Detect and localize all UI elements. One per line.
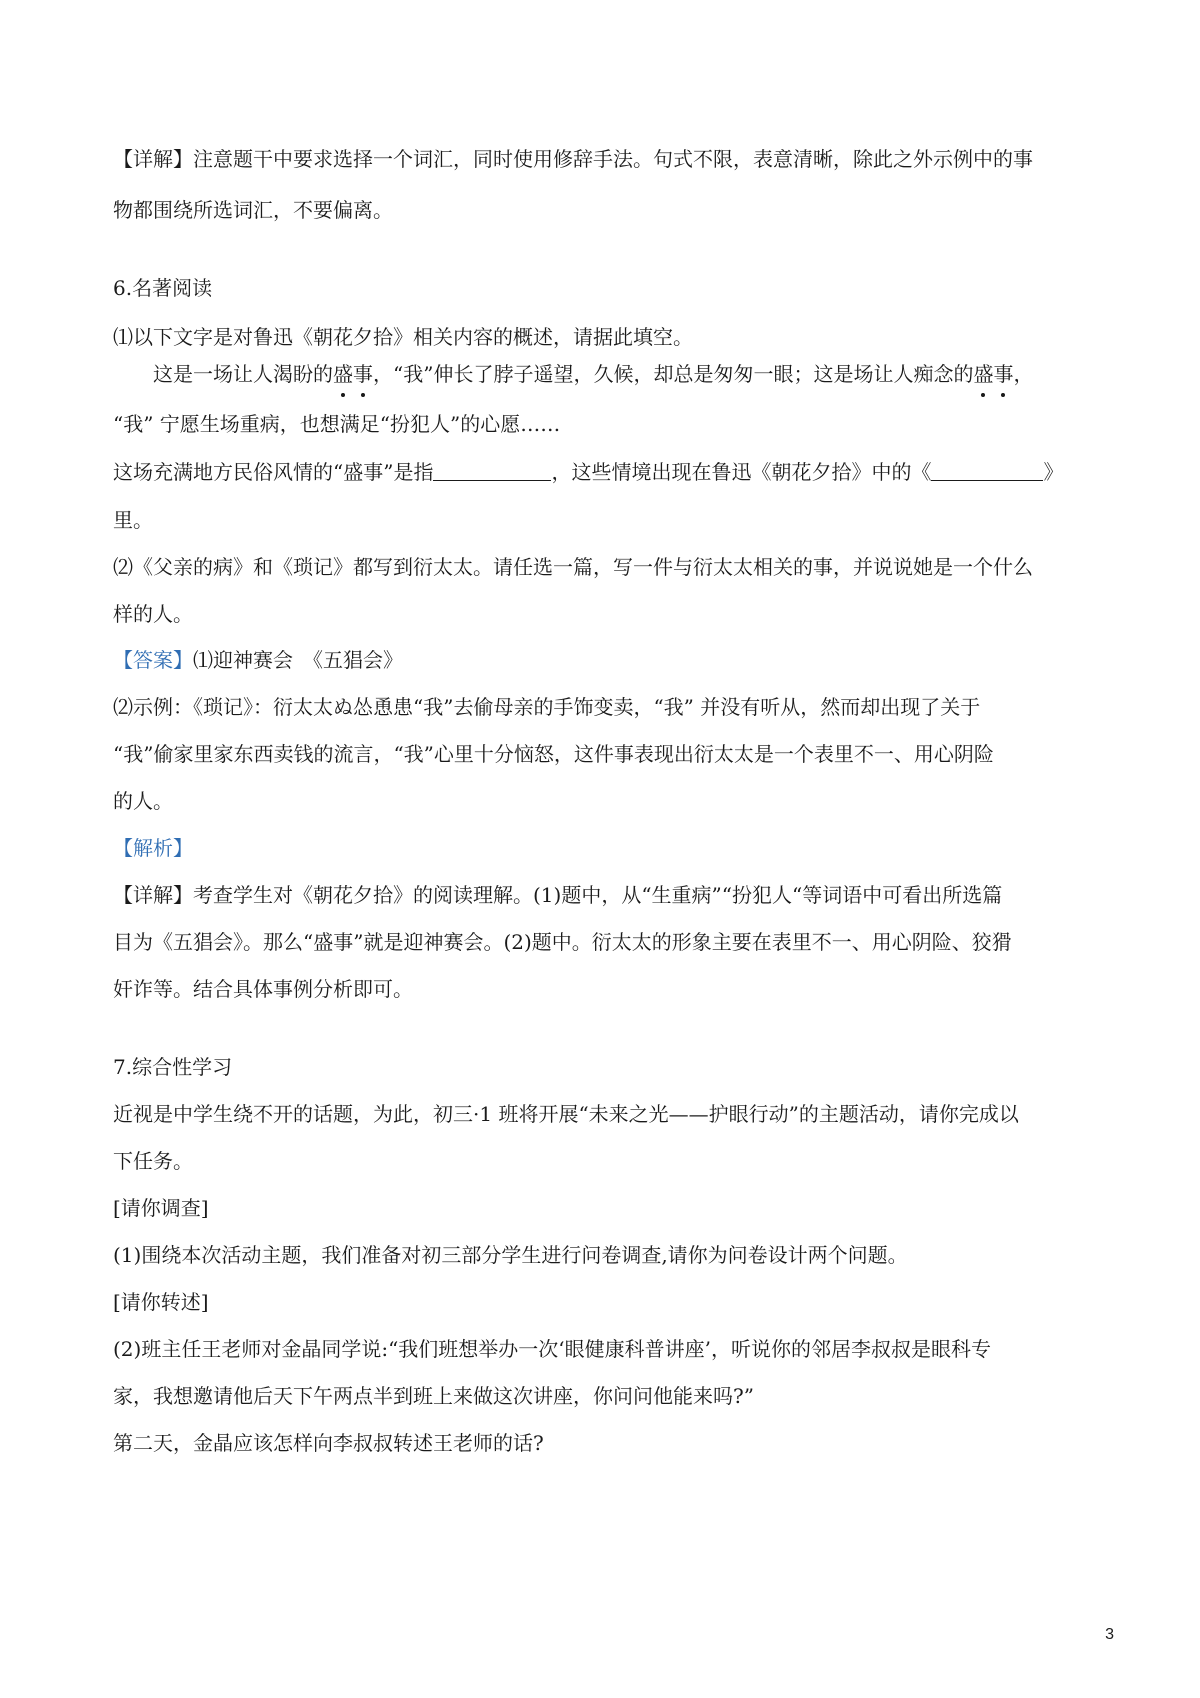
fill-blank-2[interactable] (931, 460, 1043, 481)
dotted-emphasis: 盛事 (333, 362, 373, 386)
q6-passage-line-1: 这是一场让人渴盼的盛事，“我”伸长了脖子遥望，久候，却总是匆匆一眼；这是场让人痴念的盛事， (153, 362, 1034, 386)
q7-title: 7.综合性学习 (113, 1055, 233, 1079)
answer-tag: 【答案】 (113, 648, 193, 672)
q7-section-survey: [请你调查] (113, 1196, 209, 1220)
page-number: 3 (1105, 1626, 1114, 1643)
q7-intro-2: 下任务。 (113, 1149, 193, 1173)
q6-fill-line: 这场充满地方民俗风情的“盛事”是指 ，这些情境出现在鲁迅《朝花夕拾》中的《 》 (113, 460, 1064, 484)
dotted-emphasis: 盛事 (973, 362, 1014, 386)
q7-section-relay: [请你转述] (113, 1290, 209, 1314)
q6-detail-line-1: 【详解】考查学生对《朝花夕拾》的阅读理解。(1)题中，从“生重病”“扮犯人“等词语中可看出所选篇 (113, 883, 1003, 907)
q6-detail-line-3: 奸诈等。结合具体事例分析即可。 (113, 977, 413, 1001)
detail-label: 【详解】 (113, 883, 193, 907)
q6-fill-tail: 里。 (113, 508, 153, 532)
q6-prompt-2a: ⑵《父亲的病》和《琐记》都写到衍太太。请任选一篇，写一件与衍太太相关的事，并说说她是一个什么 (113, 555, 1033, 579)
q6-prompt-2b: 样的人。 (113, 602, 193, 626)
q5-explain-line-2: 物都围绕所选词汇，不要偏离。 (113, 198, 393, 222)
q7-task-2c: 第二天，金晶应该怎样向李叔叔转述王老师的话? (113, 1431, 544, 1455)
q7-intro-1: 近视是中学生绕不开的话题，为此，初三·1 班将开展“未来之光——护眼行动”的主题活动，请你完成以 (113, 1102, 1019, 1126)
q6-title: 6.名著阅读 (113, 276, 213, 300)
q6-passage-line-2: “我” 宁愿生场重病，也想满足“扮犯人”的心愿…… (113, 412, 561, 436)
q6-answer-line: 【答案】⑴迎神赛会 《五猖会》 (113, 648, 403, 672)
q6-answer-2b: “我”偷家里家东西卖钱的流言，“我”心里十分恼怒，这件事表现出衍太太是一个表里不一、用心阴险 (113, 742, 994, 766)
q6-prompt-1: ⑴以下文字是对鲁迅《朝花夕拾》相关内容的概述，请据此填空。 (113, 325, 693, 349)
q6-answer-2c: 的人。 (113, 789, 173, 813)
detail-label: 【详解】 (113, 147, 193, 171)
q6-detail-line-2: 目为《五猖会》。那么“盛事”就是迎神赛会。(2)题中。衍太太的形象主要在表里不一、用心阴险、狡猾 (113, 930, 1012, 954)
fill-blank-1[interactable] (433, 460, 551, 481)
q6-answer-2a: ⑵示例：《琐记》：衍太太ぬ怂恿患“我”去偷母亲的手饰变卖，“我” 并没有听从，然而却出现了关于 (113, 695, 981, 719)
analysis-tag: 【解析】 (113, 836, 193, 860)
q7-task-2a: (2)班主任王老师对金晶同学说:“我们班想举办一次‘眼健康科普讲座’，听说你的邻居李叔叔是眼科专 (113, 1337, 992, 1361)
q5-explain-line-1: 【详解】注意题干中要求选择一个词汇，同时使用修辞手法。句式不限，表意清晰，除此之外示例中的事 (113, 147, 1033, 171)
q7-task-1: (1)围绕本次活动主题，我们准备对初三部分学生进行问卷调查,请你为问卷设计两个问题。 (113, 1243, 908, 1267)
q7-task-2b: 家，我想邀请他后天下午两点半到班上来做这次讲座，你问问他能来吗?” (113, 1384, 754, 1408)
